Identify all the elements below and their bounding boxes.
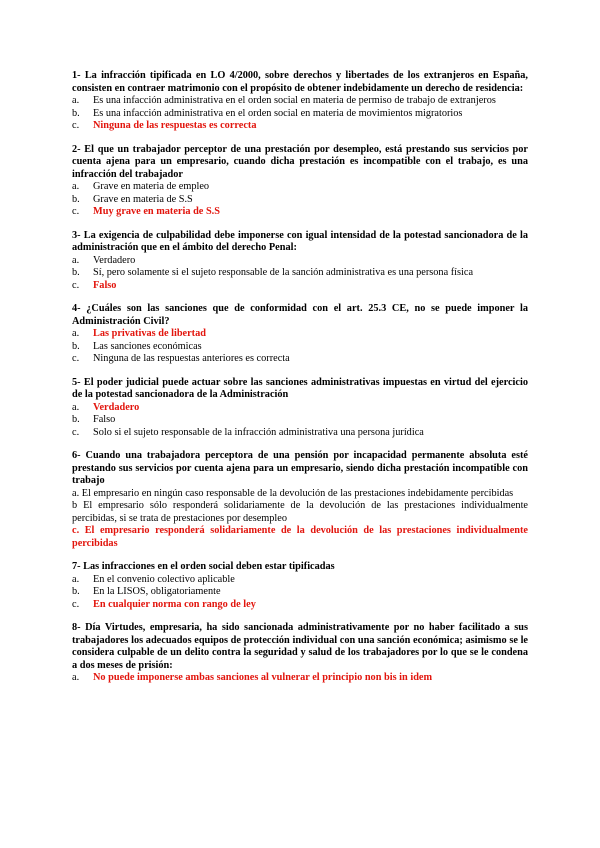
question-8 (72, 622, 528, 685)
option-text: Ninguna de las respuestas anteriores es correcta (93, 353, 290, 364)
option-letter: b. (72, 414, 80, 425)
option-text: Es una infacción administrativa en el orden social en materia de movimientos migratorios (93, 107, 463, 119)
option-letter: b. (72, 193, 80, 205)
correct-answer-text: Muy grave en materia de S.S (93, 206, 220, 217)
answer-option (72, 120, 528, 133)
option-letter: c. (72, 206, 80, 217)
option-text: Es una infacción administrativa en el orden social en materia de permiso de trabajo de extranjeros (93, 95, 496, 106)
option-letter: a. (72, 95, 80, 106)
correct-answer-text: Las privativas de libertad (93, 328, 206, 339)
option-text: a. El empresario en ningún caso responsable de la devolución de las prestaciones indebidamente percibidas (72, 487, 514, 499)
question-6 (72, 450, 528, 550)
correct-answer-text: Falso (93, 279, 117, 291)
option-letter: a. (72, 672, 80, 683)
answer-option (72, 328, 528, 341)
question-5 (72, 377, 528, 440)
option-text: Solo si el sujeto responsable de la infracción administrativa una persona jurídica (93, 426, 424, 438)
option-text: Sí, pero solamente si el sujeto responsable de la sanción administrativa es una persona física (93, 267, 474, 278)
question-4 (72, 303, 528, 366)
answer-option (72, 341, 528, 354)
correct-answer-text: En cualquier norma con rango de ley (93, 598, 256, 610)
option-text: Falso (93, 414, 116, 425)
question-title: 5- El poder judicial puede actuar sobre las sanciones administrativas impuestas en virtud del ejercicio de la potestad sancionadora de la Administración (72, 376, 528, 400)
question-2 (72, 144, 528, 219)
answer-option (72, 414, 528, 427)
question-title: 4- ¿Cuáles son las sanciones que de conformidad con el art. 25.3 CE, no se puede imponer la Administración Civil? (72, 303, 528, 327)
answer-option (72, 181, 528, 194)
option-letter: c. (72, 598, 80, 610)
answer-option (72, 255, 528, 268)
correct-answer-text: c. El empresario responderá solidariamente de la devolución de las prestaciones individualmente percibidas (72, 525, 528, 549)
question-title: 7- Las infracciones en el orden social deben estar tipificadas (72, 561, 335, 572)
option-letter: b. (72, 267, 80, 278)
answer-option (72, 353, 528, 366)
option-letter: a. (72, 401, 80, 413)
correct-answer-text: No puede imponerse ambas sanciones al vulnerar el principio non bis in idem (93, 672, 433, 683)
option-text: Verdadero (93, 254, 136, 266)
option-letter: b. (72, 586, 80, 597)
question-title: 1- La infracción tipificada en LO 4/2000, sobre derechos y libertades de los extranjeros en España, consisten en contraer matrimonio con el propósito de obtener indebidamente un derecho de residencia: (72, 70, 528, 94)
answer-option (72, 427, 528, 440)
question-7 (72, 561, 528, 611)
answer-option (72, 267, 528, 280)
answer-option (72, 599, 528, 612)
answer-option (72, 108, 528, 121)
option-letter: a. (72, 573, 80, 585)
answer-option (72, 672, 528, 685)
answer-option (72, 574, 528, 587)
option-text: b El empresario sólo responderá solidariamente de la devolución de las prestaciones individualmente percibidas, si se trata de prestaciones por desempleo (72, 500, 528, 524)
option-letter: b. (72, 107, 80, 119)
option-letter: c. (72, 426, 80, 438)
option-text: Las sanciones económicas (93, 340, 202, 352)
question-3 (72, 230, 528, 293)
option-letter: b. (72, 340, 80, 352)
answer-option (72, 95, 528, 108)
exam-content (72, 70, 528, 696)
option-letter: c. (72, 120, 80, 131)
question-title: 6- Cuando una trabajadora perceptora de una pensión por incapacidad permanente absoluta esté prestando sus servicios por cuenta ajena para un empresario, siendo dicha prestación incompatible con trabajo (72, 450, 528, 486)
answer-option (72, 402, 528, 415)
option-letter: a. (72, 254, 80, 266)
answer-option (72, 206, 528, 219)
answer-option (72, 586, 528, 599)
answer-option (72, 280, 528, 293)
option-text: Grave en materia de empleo (93, 181, 210, 192)
question-title: 3- La exigencia de culpabilidad debe imponerse con igual intensidad de la potestad sancionadora de la administración que en el ámbito del derecho Penal: (72, 229, 528, 253)
option-letter: a. (72, 328, 80, 339)
correct-answer-text: Ninguna de las respuestas es correcta (93, 120, 257, 131)
option-text: Grave en materia de S.S (93, 193, 193, 205)
option-letter: c. (72, 279, 80, 291)
option-letter: a. (72, 181, 80, 192)
question-1 (72, 70, 528, 133)
option-text: En la LISOS, obligatoriamente (93, 586, 221, 597)
correct-answer-text: Verdadero (93, 401, 140, 413)
option-text: En el convenio colectivo aplicable (93, 573, 235, 585)
question-title: 8- Día Virtudes, empresaria, ha sido sancionada administrativamente por no haber facilitado a sus trabajadores los adecuados equipos de protección individual con una sanción económica; asimismo se le considera culpable de un delito contra la seguridad y salud de los trabajadores por lo que se le condena a dos meses de prisión: (72, 622, 528, 671)
question-title: 2- El que un trabajador perceptor de una prestación por desempleo, está prestando sus servicios por cuenta ajena para un empresario, cuando dicha prestación es incompatible con el trabajo, es una infracción del trabajador (72, 143, 528, 180)
option-letter: c. (72, 353, 80, 364)
answer-option (72, 194, 528, 207)
